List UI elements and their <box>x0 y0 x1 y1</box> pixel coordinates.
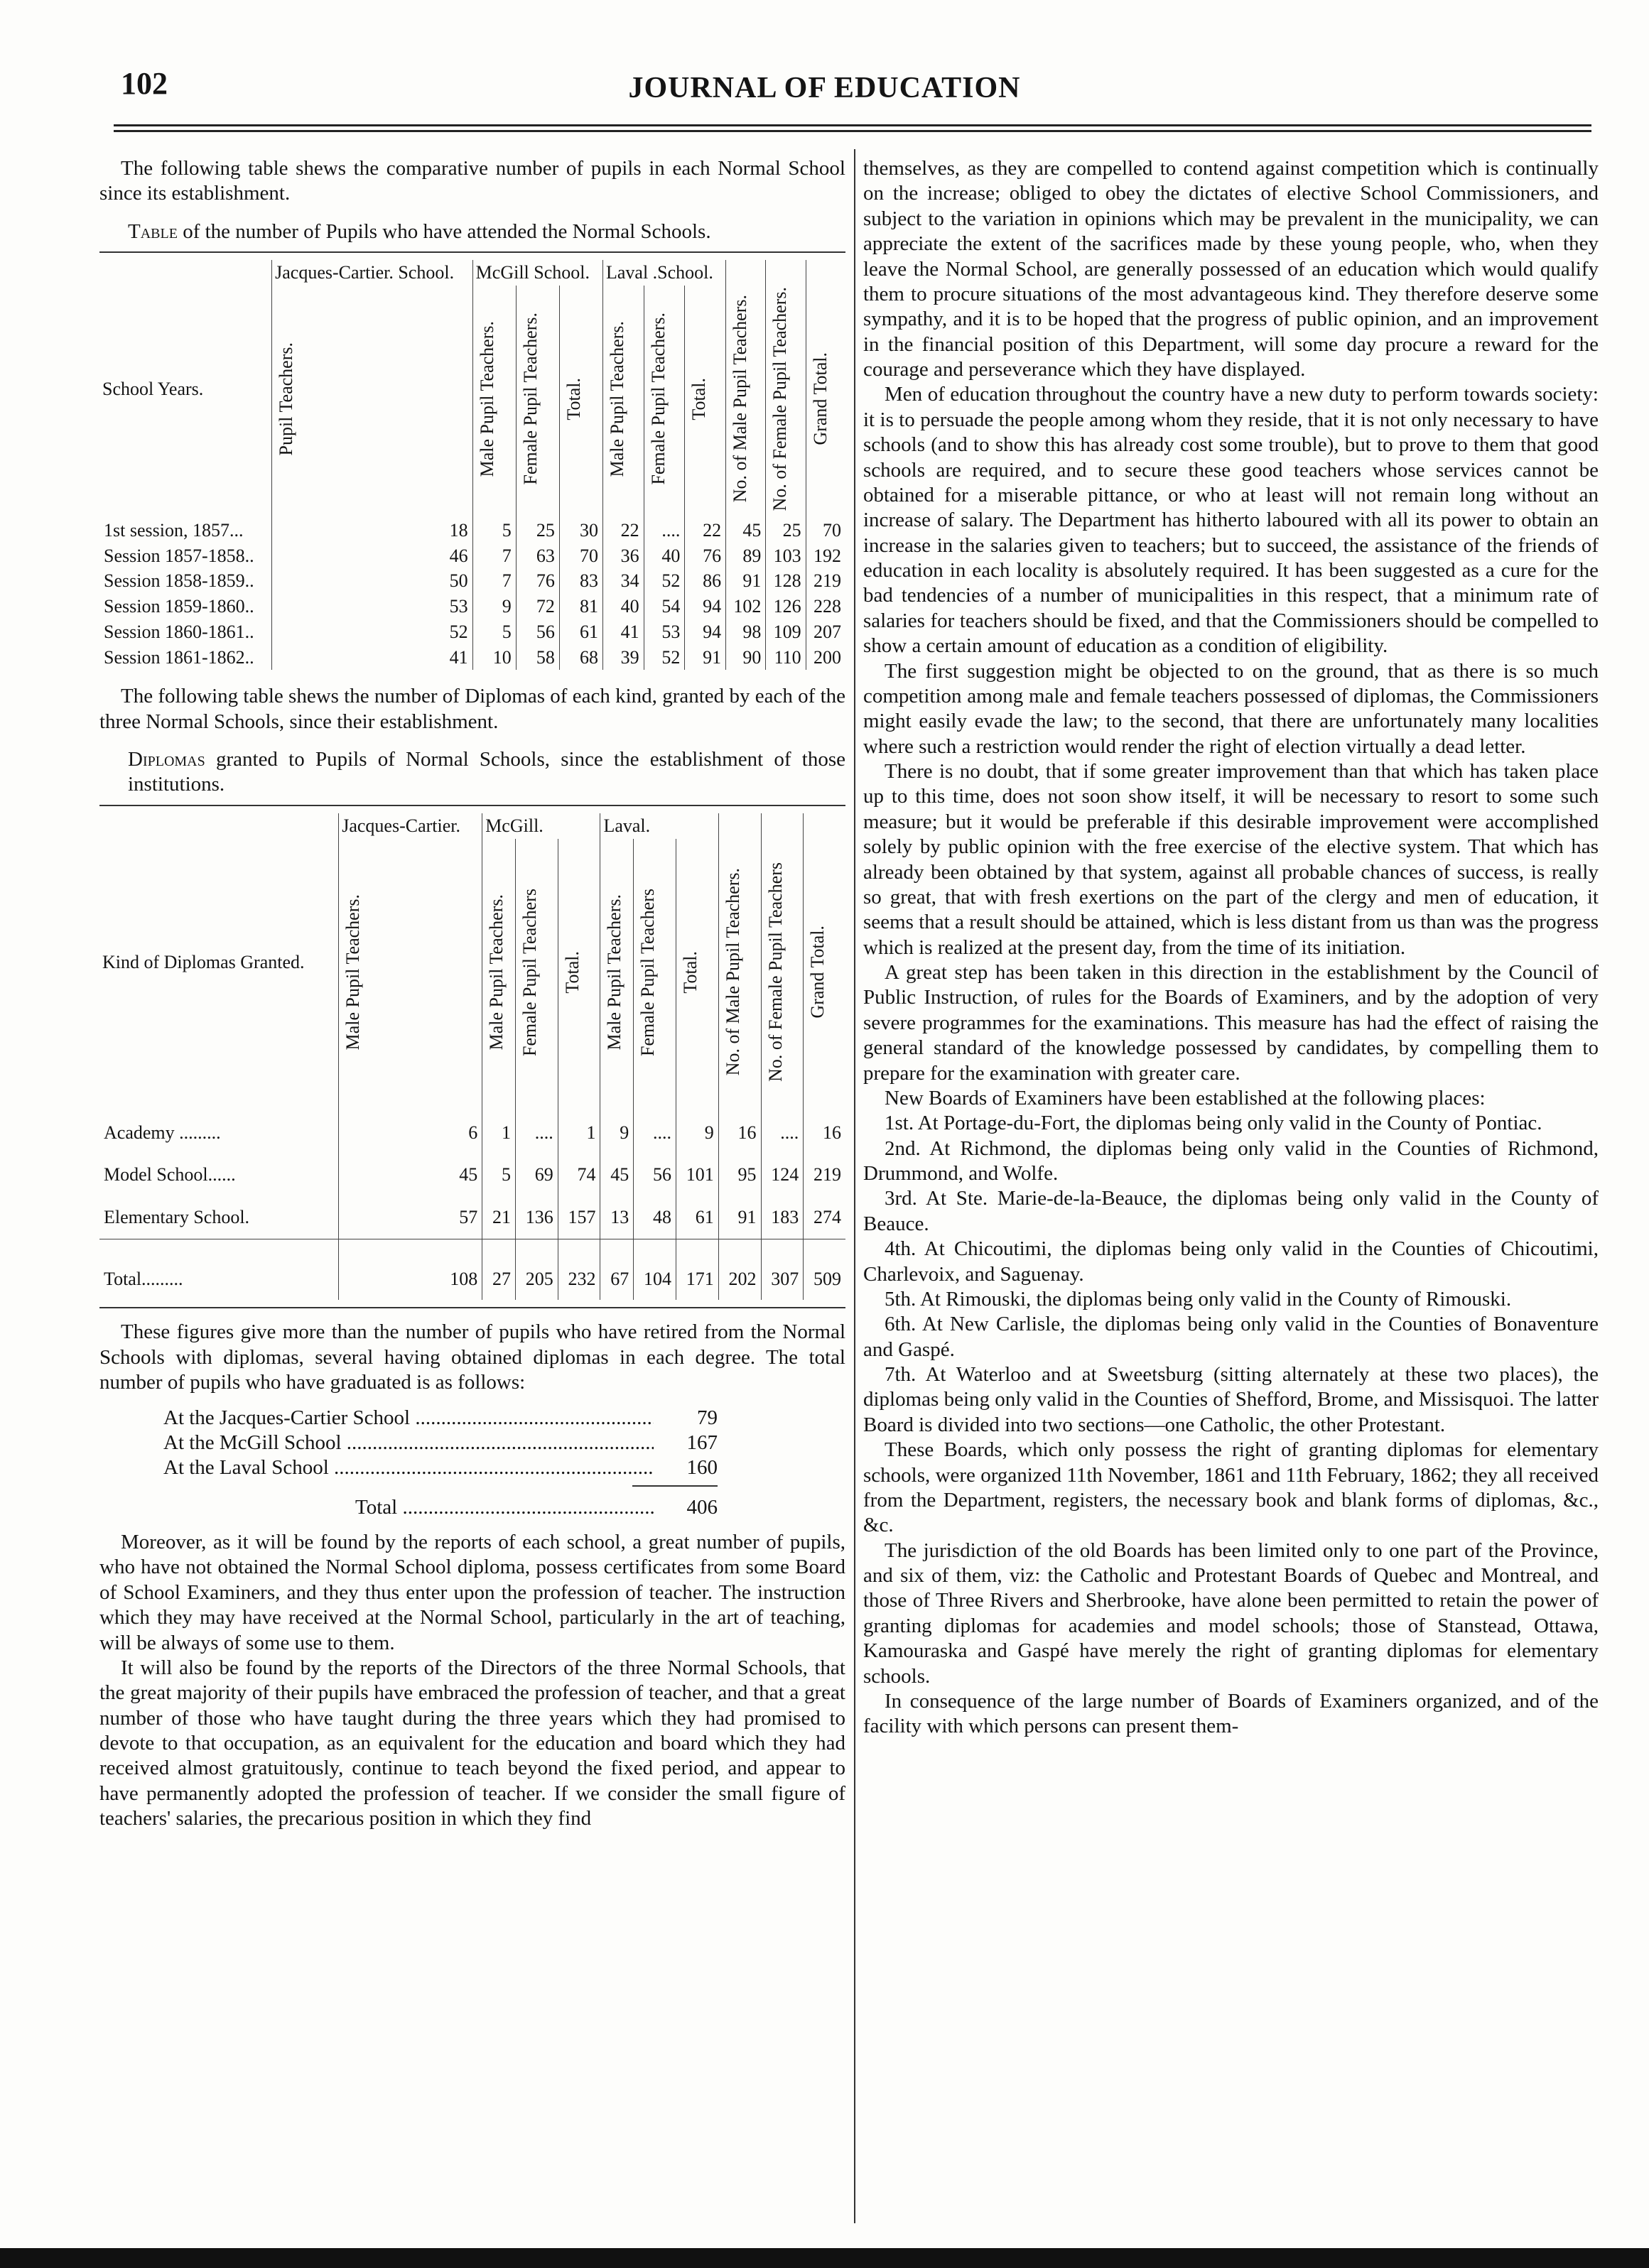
table1-cell: 58 <box>516 645 559 671</box>
table-row <box>99 1112 845 1154</box>
graduates-total-value: 406 <box>686 1495 718 1519</box>
body-paragraph: 7th. At Waterloo and at Sweetsburg (sitting alternately at these two places), the diplomas being only valid in the Counties of Shefford, Brome, and Missisquoi. The latter Board is divided into two sections—one Catholic, the other Protestant. <box>863 1363 1599 1436</box>
table1-column-header-text: Pupil Teachers. <box>276 342 297 456</box>
table1-top-rule <box>99 251 845 253</box>
table-row <box>99 619 845 645</box>
table1-group-laval: Laval .School. <box>602 260 725 286</box>
body-paragraph: 6th. At New Carlisle, the diplomas being only valid in the Counties of Bonaventure and Gaspé. <box>863 1313 1599 1361</box>
table2-total-cell: 104 <box>634 1239 676 1300</box>
table1-column-header <box>602 286 644 518</box>
table1-column-header <box>806 286 845 518</box>
table1-column-header-text: Male Pupil Teachers. <box>606 320 627 477</box>
table2-column-header <box>558 839 600 1112</box>
table1-row-label: Session 1860-1861.. <box>104 621 254 642</box>
table2-cell: 5 <box>482 1154 516 1196</box>
table2-cell: 9 <box>600 1112 634 1154</box>
table2-cell: 16 <box>804 1112 845 1154</box>
table1-cell: 22 <box>602 518 644 543</box>
table2-cell: 6 <box>339 1112 482 1154</box>
table2-column-header <box>339 839 482 1112</box>
graduates-label: At the McGill School ..... <box>163 1431 654 1455</box>
table1-column-header-text: Total. <box>688 377 710 420</box>
table1-cell: 70 <box>559 543 602 569</box>
graduates-sum-rule <box>632 1485 718 1487</box>
table1-column-header <box>644 286 685 518</box>
table2-cell: 13 <box>600 1196 634 1239</box>
table1-cell: 90 <box>726 645 766 671</box>
right-column <box>863 156 1599 1740</box>
table2-column-header-text: Female Pupil Teachers <box>519 888 540 1056</box>
table1-cell: 7 <box>472 543 516 569</box>
table1-cell: 25 <box>766 518 806 543</box>
table2-cell: 183 <box>761 1196 804 1239</box>
table2-row-label: Academy ......... <box>104 1122 221 1143</box>
table1-row-label: Session 1859-1860.. <box>104 596 254 617</box>
table1-column-header <box>559 286 602 518</box>
graduates-total-label: Total ..... <box>355 1495 654 1520</box>
table1-cell: 40 <box>602 594 644 619</box>
table1-cell: 207 <box>806 619 845 645</box>
body-paragraph: 4th. At Chicoutimi, the diplomas being only valid in the Counties of Chicoutimi, Charlevoix, and Saguenay. <box>863 1237 1599 1286</box>
table1-cell: 91 <box>685 645 726 671</box>
table1-cell: 89 <box>726 543 766 569</box>
table1-cell: 25 <box>516 518 559 543</box>
graduates-value: 160 <box>686 1456 718 1480</box>
table2-total-cell: 509 <box>804 1239 845 1300</box>
table1-cell: 50 <box>272 568 473 594</box>
table1-cell: 103 <box>766 543 806 569</box>
running-head: JOURNAL OF EDUCATION <box>628 72 1021 104</box>
body-paragraph: These Boards, which only possess the right of granting diplomas for elementary schools, were organized 11th November, 1861 and 11th February, 1862; they all received from the Department, registers, the necessary book and blank forms of diplomas, &c., &c. <box>863 1438 1599 1537</box>
table2-total-label: Total......... <box>99 1239 339 1300</box>
table2-column-header-text: Male Pupil Teachers. <box>604 894 625 1051</box>
graduates-row <box>163 1431 718 1455</box>
table1-cell: 86 <box>685 568 726 594</box>
table1-cell: 5 <box>472 518 516 543</box>
table1-cell: 45 <box>726 518 766 543</box>
table2-total-row <box>99 1239 845 1300</box>
graduates-total-row <box>163 1495 718 1520</box>
table2-total-cell: 171 <box>676 1239 719 1300</box>
table-row <box>99 518 845 543</box>
table1-column-header-text: Total. <box>563 377 584 420</box>
table2-column-header <box>718 839 761 1112</box>
body-paragraph: There is no doubt, that if some greater improvement than that which has taken place up to this time, does not soon show itself, it will be necessary to resort to some such measure; but it would be preferable if this desirable improvement were accomplished solely by public opinion with the free exercise of the elective system. That which has already been obtained by that system, against all probable chances of success, is really so great, that with fresh exertions on the part of the clergy and men of education, it seems that a result should be attained, which is less distant from us than was the progress which is realized at the present day, from the time of its initiation. <box>863 760 1599 959</box>
header-rule <box>114 124 1591 126</box>
table2-cell: 1 <box>482 1112 516 1154</box>
table2-cell: 95 <box>718 1154 761 1196</box>
table1-cell: 94 <box>685 594 726 619</box>
table1-row-label: Session 1861-1862.. <box>104 646 254 668</box>
table2-total-cell: 27 <box>482 1239 516 1300</box>
table2-group-jacques-cartier: Jacques-Cartier. <box>339 813 482 839</box>
table2-cell: 1 <box>558 1112 600 1154</box>
table1-cell: 46 <box>272 543 473 569</box>
table1-cell: 36 <box>602 543 644 569</box>
graduates-row <box>163 1406 718 1431</box>
table2-cell: 45 <box>339 1154 482 1196</box>
table2-total-cell: 67 <box>600 1239 634 1300</box>
table1-column-header-text: No. of Male Pupil Teachers. <box>730 295 751 503</box>
table-row <box>99 1154 845 1196</box>
table1-cell: 22 <box>685 518 726 543</box>
table1-cell: 91 <box>726 568 766 594</box>
table1-cell: 68 <box>559 645 602 671</box>
pupils-table <box>99 260 845 670</box>
table2-cell: 91 <box>718 1196 761 1239</box>
table1-column-header-text: Male Pupil Teachers. <box>476 320 497 477</box>
table2-total-cell: 108 <box>339 1239 482 1300</box>
table2-cell: 136 <box>515 1196 558 1239</box>
table2-total-cell: 205 <box>515 1239 558 1300</box>
table1-cell: 40 <box>644 543 685 569</box>
body-paragraph: 2nd. At Richmond, the diplomas being only valid in the Counties of Richmond, Drummond, and Wolfe. <box>863 1136 1599 1185</box>
table2-total-cell: 307 <box>761 1239 804 1300</box>
page-number: 102 <box>121 66 168 101</box>
table1-row-header: School Years. <box>102 378 204 399</box>
table1-cell: 81 <box>559 594 602 619</box>
table1-column-header <box>685 286 726 518</box>
table2-cell: 124 <box>761 1154 804 1196</box>
left-column <box>99 156 845 1832</box>
table1-cell: 110 <box>766 645 806 671</box>
diplomas-table <box>99 813 845 1301</box>
table1-cell: 52 <box>644 645 685 671</box>
table1-cell: 76 <box>685 543 726 569</box>
table2-group-laval: Laval. <box>600 813 718 839</box>
moreover-paragraph: Moreover, as it will be found by the reports of each school, a great number of pupils, who have not obtained the Normal School diploma, possess certificates from some Board of School Examiners, and they thus enter upon the profession of teacher. The instruction which they may have received at the Normal School, particularly in the art of teaching, will be always of some use to them. <box>99 1531 845 1654</box>
table1-column-header <box>516 286 559 518</box>
table1-cell: 30 <box>559 518 602 543</box>
table2-column-header-text: Female Pupil Teachers <box>637 888 659 1056</box>
table1-cell: 219 <box>806 568 845 594</box>
table1-row-label: 1st session, 1857... <box>104 519 244 541</box>
table1-cell: 228 <box>806 594 845 619</box>
table2-column-header <box>600 839 634 1112</box>
table2-top-rule <box>99 805 845 806</box>
table1-cell: 41 <box>602 619 644 645</box>
table1-cell: 76 <box>516 568 559 594</box>
table2-cell: 48 <box>634 1196 676 1239</box>
table2-column-header-text: No. of Female Pupil Teachers <box>764 862 786 1083</box>
table2-cell: 16 <box>718 1112 761 1154</box>
table2-column-header <box>804 839 845 1112</box>
intro-paragraph-2: The following table shews the number of Diplomas of each kind, granted by each of the three Normal Schools, since their establishment. <box>99 685 845 733</box>
table2-group-mcgill: McGill. <box>482 813 600 839</box>
table1-column-header-text: Female Pupil Teachers. <box>519 313 541 485</box>
table2-cell: .... <box>634 1112 676 1154</box>
table2-column-header-text: No. of Male Pupil Teachers. <box>722 868 743 1076</box>
table1-group-jacques-cartier: Jacques-Cartier. School. <box>272 260 473 286</box>
table2-row-header: Kind of Diplomas Granted. <box>102 951 305 972</box>
table2-cell: 56 <box>634 1154 676 1196</box>
table2-cell: 9 <box>676 1112 719 1154</box>
table2-cell: 21 <box>482 1196 516 1239</box>
table1-cell: 41 <box>272 645 473 671</box>
graduates-label: At the Laval School ..... <box>163 1455 654 1480</box>
table-row <box>99 1196 845 1239</box>
table2-column-header <box>676 839 719 1112</box>
table2-cell: .... <box>761 1112 804 1154</box>
intro-paragraph-1: The following table shews the comparative number of pupils in each Normal School since its establishment. <box>99 157 845 205</box>
table1-column-header-text: Female Pupil Teachers. <box>647 313 669 485</box>
table2-column-header-text: Male Pupil Teachers. <box>342 894 364 1051</box>
table2-cell: 101 <box>676 1154 719 1196</box>
table1-cell: 5 <box>472 619 516 645</box>
table2-column-header-text: Total. <box>680 950 701 994</box>
table1-row-label: Session 1857-1858.. <box>104 545 254 566</box>
body-paragraph: 5th. At Rimouski, the diplomas being only valid in the County of Rimouski. <box>885 1287 1512 1311</box>
table1-cell: 7 <box>472 568 516 594</box>
graduates-value: 167 <box>686 1431 718 1454</box>
table2-cell: 57 <box>339 1196 482 1239</box>
table2-cell: 45 <box>600 1154 634 1196</box>
table1-cell: 109 <box>766 619 806 645</box>
graduates-list <box>163 1406 718 1521</box>
table2-row-label: Model School...... <box>104 1164 236 1185</box>
body-paragraph: A great step has been taken in this direction in the establishment by the Council of Public Instruction, of rules for the Boards of Examiners, and by the adoption of very severe programmes for the examinations. This measure has had the effect of raising the general standard of the knowledge possessed by candidates, by compelling them to prepare for the examination with greater care. <box>863 961 1599 1085</box>
table1-cell: 61 <box>559 619 602 645</box>
table1-cell: 63 <box>516 543 559 569</box>
table1-cell: 70 <box>806 518 845 543</box>
table1-cell: 56 <box>516 619 559 645</box>
table1-cell: 126 <box>766 594 806 619</box>
table-row <box>99 543 845 569</box>
body-paragraph: In consequence of the large number of Boards of Examiners organized, and of the facility with which persons can present them- <box>863 1689 1599 1738</box>
table1-cell: 192 <box>806 543 845 569</box>
body-paragraph: The first suggestion might be objected to on the ground, that as there is so much competition among male and female teachers possessed of diplomas, the Commissioners might easily evade the law; to the second, that there are unfortunately many localities where such a restriction would render the right of election virtually a dead letter. <box>863 659 1599 758</box>
table2-column-header-text: Male Pupil Teachers. <box>486 894 507 1051</box>
table2-total-cell: 202 <box>718 1239 761 1300</box>
page-bottom-edge <box>0 2248 1649 2268</box>
body-paragraph: 3rd. At Ste. Marie-de-la-Beauce, the diplomas being only valid in the County of Beauce. <box>863 1187 1599 1235</box>
table2-row-label: Elementary School. <box>104 1206 250 1227</box>
table1-cell: 34 <box>602 568 644 594</box>
graduates-value: 79 <box>697 1406 718 1429</box>
table1-group-mcgill: McGill School. <box>472 260 602 286</box>
table-row <box>99 645 845 671</box>
table1-cell: 200 <box>806 645 845 671</box>
table1-cell: 52 <box>272 619 473 645</box>
table2-column-header <box>482 839 516 1112</box>
header-rule-double <box>114 130 1591 132</box>
table1-column-header-text: No. of Female Pupil Teachers. <box>769 286 791 511</box>
table1-cell: 53 <box>272 594 473 619</box>
table1-cell: 9 <box>472 594 516 619</box>
table-row <box>99 594 845 619</box>
table1-cell: 18 <box>272 518 473 543</box>
table2-bottom-rule <box>99 1307 845 1308</box>
table1-cell: 83 <box>559 568 602 594</box>
table2-column-header-text: Grand Total. <box>807 926 828 1019</box>
body-paragraph: themselves, as they are compelled to contend against competition which is continually on the increase; obliged to obey the dictates of elective School Commissioners, and subject to the variation in opinions which may be prevalent in the municipality, we can appreciate the extent of the sacrifices made by these young people, who, when they leave the Normal School, are generally possessed of an education which would qualify them to procure situations of the most advantageous kind. They therefore deserve some sympathy, and it is to be hoped that the progress of public opinion, and an improvement in the financial position of this Department, will some day procure a reward for the courage and perseverance which they have displayed. <box>863 157 1599 381</box>
column-divider <box>854 149 855 2223</box>
table1-cell: 94 <box>685 619 726 645</box>
directors-paragraph: It will also be found by the reports of the Directors of the three Normal Schools, that the great majority of their pupils have embraced the profession of teacher, and that a great number of those who have taught during the three years which they had promised to devote to that occupation, as an equivalent for the education and board which they had received almost gratuitously, continue to teach beyond the fixed period, and appear to have permanently adopted the profession of teacher. If we consider the small figure of teachers' salaries, the precarious position in which they find <box>99 1656 845 1830</box>
table1-caption-label: Table <box>128 219 178 243</box>
table1-cell: 98 <box>726 619 766 645</box>
table2-caption-label: Diplomas <box>128 748 205 771</box>
table2-cell: 219 <box>804 1154 845 1196</box>
table1-cell: 54 <box>644 594 685 619</box>
table2-cell: 69 <box>515 1154 558 1196</box>
table1-column-header <box>766 286 806 518</box>
table2-cell: 274 <box>804 1196 845 1239</box>
table1-cell: 53 <box>644 619 685 645</box>
table1-caption-text: of the number of Pupils who have attended the Normal Schools. <box>177 219 711 243</box>
table1-cell: 128 <box>766 568 806 594</box>
table-row <box>99 568 845 594</box>
figures-paragraph: These figures give more than the number of pupils who have retired from the Normal Schools with diplomas, several having obtained diplomas in each degree. The total number of pupils who have graduated is as follows: <box>99 1320 845 1394</box>
table2-caption <box>99 747 845 798</box>
table1-column-header <box>472 286 516 518</box>
table2-cell: 61 <box>676 1196 719 1239</box>
table2-cell: 74 <box>558 1154 600 1196</box>
body-paragraph: New Boards of Examiners have been established at the following places: <box>885 1086 1486 1109</box>
graduates-row <box>163 1455 718 1480</box>
table2-column-header-text: Total. <box>561 950 583 994</box>
body-paragraph: The jurisdiction of the old Boards has been limited only to one part of the Province, and six of them, viz: the Catholic and Protestant Boards of Quebec and Montreal, and those of Three Rivers and Sherbrooke, have alone been permitted to retain the power of granting diplomas for academies and model schools; those of Stanstead, Ottawa, Kamouraska and Gaspé have merely the right of granting diplomas for elementary schools. <box>863 1539 1599 1688</box>
table2-cell: 157 <box>558 1196 600 1239</box>
table1-column-header <box>272 286 473 518</box>
table1-column-header-text: Grand Total. <box>809 352 831 445</box>
table2-cell: .... <box>515 1112 558 1154</box>
table1-cell: 39 <box>602 645 644 671</box>
graduates-label: At the Jacques-Cartier School ..... <box>163 1406 654 1431</box>
table1-cell: 72 <box>516 594 559 619</box>
table2-column-header <box>515 839 558 1112</box>
body-paragraph: 1st. At Portage-du-Fort, the diplomas being only valid in the County of Pontiac. <box>885 1112 1542 1135</box>
table1-cell: .... <box>644 518 685 543</box>
table1-row-label: Session 1858-1859.. <box>104 570 254 592</box>
table2-column-header <box>761 839 804 1112</box>
table1-column-header <box>726 286 766 518</box>
table1-cell: 10 <box>472 645 516 671</box>
table1-caption <box>99 219 845 244</box>
table2-total-cell: 232 <box>558 1239 600 1300</box>
table1-cell: 52 <box>644 568 685 594</box>
table2-caption-text: granted to Pupils of Normal Schools, since the establishment of those institutions. <box>128 748 845 796</box>
body-paragraph: Men of education throughout the country have a new duty to perform towards society: it is to persuade the people among whom they reside, that it is not only necessary to have schools (and to show this has already cost some trouble), but to prove to them that good schools are required, and to secure these good teachers whose services cannot be obtained for a miserable pittance, or who at least will not remain long without an increase of salary. The Department has hitherto laboured with all its power to obtain an increase in the salaries given to teachers; but to succeed, the assistance of the friends of education in each locality is absolutely required. It has been suggested as a cure for the bad tendencies of a number of municipalities in this respect, that a minimum rate of salaries for teachers should be fixed, and that the Commissioners should be compelled to show a certain amount of education as a condition of eligibility. <box>863 383 1599 658</box>
table1-cell: 102 <box>726 594 766 619</box>
table2-column-header <box>634 839 676 1112</box>
